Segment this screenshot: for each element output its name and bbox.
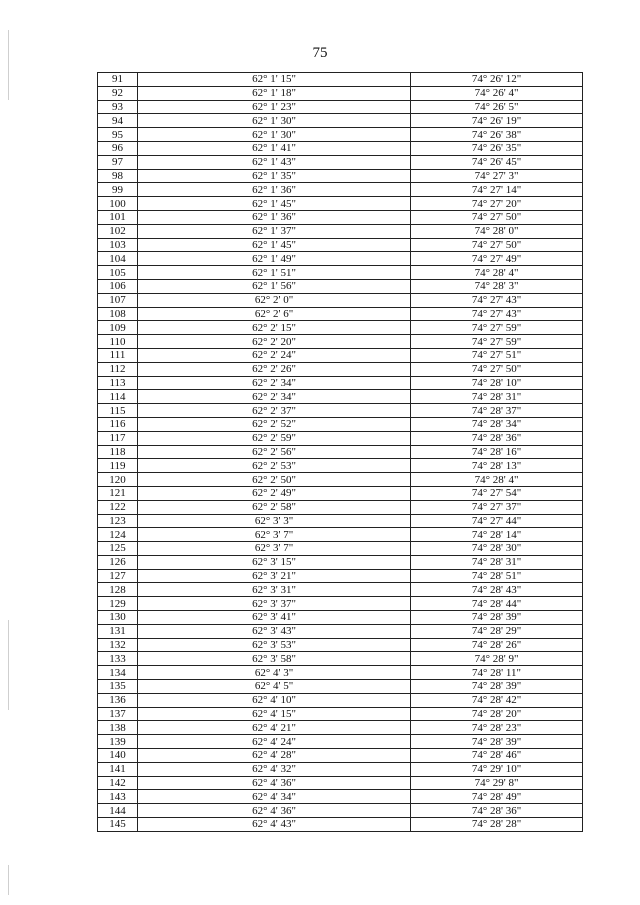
point-number-cell: 104 — [98, 252, 138, 266]
point-number-cell: 133 — [98, 652, 138, 666]
latitude-cell: 62° 2' 52" — [138, 417, 411, 431]
point-number-cell: 113 — [98, 376, 138, 390]
latitude-cell: 62° 4' 3" — [138, 666, 411, 680]
latitude-cell: 62° 1' 30" — [138, 128, 411, 142]
latitude-cell: 62° 1' 35" — [138, 169, 411, 183]
latitude-cell: 62° 2' 0" — [138, 293, 411, 307]
latitude-cell: 62° 3' 3" — [138, 514, 411, 528]
latitude-cell: 62° 4' 15" — [138, 707, 411, 721]
table-row — [98, 514, 583, 528]
point-number-cell: 116 — [98, 417, 138, 431]
latitude-cell: 62° 2' 6" — [138, 307, 411, 321]
longitude-cell: 74° 28' 31" — [411, 390, 583, 404]
point-number-cell: 93 — [98, 100, 138, 114]
table-row — [98, 335, 583, 349]
table-row — [98, 210, 583, 224]
latitude-cell: 62° 1' 49" — [138, 252, 411, 266]
table-row — [98, 141, 583, 155]
point-number-cell: 123 — [98, 514, 138, 528]
scan-edge-mark — [8, 865, 9, 895]
table-row — [98, 252, 583, 266]
table-row — [98, 611, 583, 625]
table-row — [98, 473, 583, 487]
point-number-cell: 91 — [98, 73, 138, 87]
latitude-cell: 62° 2' 24" — [138, 348, 411, 362]
latitude-cell: 62° 2' 26" — [138, 362, 411, 376]
latitude-cell: 62° 3' 7" — [138, 528, 411, 542]
longitude-cell: 74° 28' 36" — [411, 804, 583, 818]
latitude-cell: 62° 2' 49" — [138, 486, 411, 500]
longitude-cell: 74° 28' 51" — [411, 569, 583, 583]
point-number-cell: 118 — [98, 445, 138, 459]
point-number-cell: 107 — [98, 293, 138, 307]
longitude-cell: 74° 28' 29" — [411, 624, 583, 638]
longitude-cell: 74° 28' 14" — [411, 528, 583, 542]
latitude-cell: 62° 1' 37" — [138, 224, 411, 238]
longitude-cell: 74° 28' 28" — [411, 818, 583, 832]
point-number-cell: 111 — [98, 348, 138, 362]
latitude-cell: 62° 2' 15" — [138, 321, 411, 335]
point-number-cell: 125 — [98, 542, 138, 556]
longitude-cell: 74° 27' 59" — [411, 321, 583, 335]
table-row — [98, 486, 583, 500]
longitude-cell: 74° 27' 14" — [411, 183, 583, 197]
point-number-cell: 97 — [98, 155, 138, 169]
table-row — [98, 224, 583, 238]
longitude-cell: 74° 29' 10" — [411, 762, 583, 776]
table-row — [98, 804, 583, 818]
latitude-cell: 62° 4' 36" — [138, 776, 411, 790]
point-number-cell: 102 — [98, 224, 138, 238]
longitude-cell: 74° 28' 42" — [411, 693, 583, 707]
latitude-cell: 62° 1' 43" — [138, 155, 411, 169]
table-row — [98, 624, 583, 638]
latitude-cell: 62° 1' 45" — [138, 197, 411, 211]
table-row — [98, 155, 583, 169]
table-row — [98, 693, 583, 707]
longitude-cell: 74° 27' 20" — [411, 197, 583, 211]
longitude-cell: 74° 28' 4" — [411, 473, 583, 487]
latitude-cell: 62° 3' 7" — [138, 542, 411, 556]
table-row — [98, 169, 583, 183]
point-number-cell: 130 — [98, 611, 138, 625]
longitude-cell: 74° 27' 50" — [411, 238, 583, 252]
latitude-cell: 62° 3' 31" — [138, 583, 411, 597]
longitude-cell: 74° 26' 35" — [411, 141, 583, 155]
longitude-cell: 74° 28' 3" — [411, 279, 583, 293]
point-number-cell: 126 — [98, 555, 138, 569]
point-number-cell: 140 — [98, 749, 138, 763]
latitude-cell: 62° 4' 21" — [138, 721, 411, 735]
longitude-cell: 74° 29' 8" — [411, 776, 583, 790]
table-row — [98, 183, 583, 197]
table-row — [98, 762, 583, 776]
latitude-cell: 62° 2' 37" — [138, 404, 411, 418]
longitude-cell: 74° 26' 45" — [411, 155, 583, 169]
point-number-cell: 127 — [98, 569, 138, 583]
latitude-cell: 62° 4' 5" — [138, 680, 411, 694]
latitude-cell: 62° 1' 51" — [138, 266, 411, 280]
scan-edge-mark — [8, 30, 9, 100]
latitude-cell: 62° 2' 59" — [138, 431, 411, 445]
table-row — [98, 735, 583, 749]
latitude-cell: 62° 3' 58" — [138, 652, 411, 666]
scan-edge-mark — [8, 620, 9, 710]
point-number-cell: 117 — [98, 431, 138, 445]
latitude-cell: 62° 1' 23" — [138, 100, 411, 114]
latitude-cell: 62° 1' 15" — [138, 73, 411, 87]
longitude-cell: 74° 28' 36" — [411, 431, 583, 445]
table-row — [98, 500, 583, 514]
latitude-cell: 62° 1' 56" — [138, 279, 411, 293]
point-number-cell: 103 — [98, 238, 138, 252]
table-row — [98, 390, 583, 404]
point-number-cell: 145 — [98, 818, 138, 832]
table-row — [98, 542, 583, 556]
point-number-cell: 105 — [98, 266, 138, 280]
point-number-cell: 138 — [98, 721, 138, 735]
latitude-cell: 62° 4' 34" — [138, 790, 411, 804]
latitude-cell: 62° 3' 41" — [138, 611, 411, 625]
table-row — [98, 721, 583, 735]
table-row — [98, 376, 583, 390]
point-number-cell: 92 — [98, 86, 138, 100]
table-row — [98, 555, 583, 569]
longitude-cell: 74° 28' 16" — [411, 445, 583, 459]
latitude-cell: 62° 3' 43" — [138, 624, 411, 638]
longitude-cell: 74° 27' 37" — [411, 500, 583, 514]
latitude-cell: 62° 1' 30" — [138, 114, 411, 128]
point-number-cell: 100 — [98, 197, 138, 211]
table-row — [98, 790, 583, 804]
coordinates-table-body — [98, 73, 583, 832]
latitude-cell: 62° 2' 56" — [138, 445, 411, 459]
latitude-cell: 62° 3' 37" — [138, 597, 411, 611]
latitude-cell: 62° 2' 34" — [138, 376, 411, 390]
longitude-cell: 74° 28' 0" — [411, 224, 583, 238]
latitude-cell: 62° 4' 10" — [138, 693, 411, 707]
point-number-cell: 121 — [98, 486, 138, 500]
latitude-cell: 62° 1' 18" — [138, 86, 411, 100]
table-row — [98, 749, 583, 763]
table-row — [98, 417, 583, 431]
point-number-cell: 109 — [98, 321, 138, 335]
table-row — [98, 321, 583, 335]
table-row — [98, 307, 583, 321]
longitude-cell: 74° 28' 34" — [411, 417, 583, 431]
point-number-cell: 132 — [98, 638, 138, 652]
longitude-cell: 74° 26' 38" — [411, 128, 583, 142]
latitude-cell: 62° 1' 36" — [138, 183, 411, 197]
table-row — [98, 776, 583, 790]
longitude-cell: 74° 26' 4" — [411, 86, 583, 100]
point-number-cell: 131 — [98, 624, 138, 638]
longitude-cell: 74° 27' 50" — [411, 210, 583, 224]
latitude-cell: 62° 3' 53" — [138, 638, 411, 652]
point-number-cell: 142 — [98, 776, 138, 790]
latitude-cell: 62° 4' 32" — [138, 762, 411, 776]
point-number-cell: 144 — [98, 804, 138, 818]
longitude-cell: 74° 27' 44" — [411, 514, 583, 528]
coordinates-table — [97, 72, 583, 832]
longitude-cell: 74° 27' 54" — [411, 486, 583, 500]
table-row — [98, 404, 583, 418]
latitude-cell: 62° 2' 53" — [138, 459, 411, 473]
table-row — [98, 597, 583, 611]
table-row — [98, 707, 583, 721]
longitude-cell: 74° 27' 51" — [411, 348, 583, 362]
point-number-cell: 119 — [98, 459, 138, 473]
latitude-cell: 62° 2' 50" — [138, 473, 411, 487]
longitude-cell: 74° 28' 13" — [411, 459, 583, 473]
longitude-cell: 74° 27' 43" — [411, 307, 583, 321]
latitude-cell: 62° 4' 28" — [138, 749, 411, 763]
point-number-cell: 137 — [98, 707, 138, 721]
point-number-cell: 115 — [98, 404, 138, 418]
point-number-cell: 143 — [98, 790, 138, 804]
longitude-cell: 74° 27' 50" — [411, 362, 583, 376]
table-row — [98, 100, 583, 114]
latitude-cell: 62° 4' 36" — [138, 804, 411, 818]
point-number-cell: 108 — [98, 307, 138, 321]
latitude-cell: 62° 1' 45" — [138, 238, 411, 252]
longitude-cell: 74° 28' 20" — [411, 707, 583, 721]
table-row — [98, 293, 583, 307]
table-row — [98, 818, 583, 832]
latitude-cell: 62° 2' 34" — [138, 390, 411, 404]
longitude-cell: 74° 28' 9" — [411, 652, 583, 666]
point-number-cell: 99 — [98, 183, 138, 197]
point-number-cell: 106 — [98, 279, 138, 293]
table-row — [98, 73, 583, 87]
latitude-cell: 62° 4' 43" — [138, 818, 411, 832]
longitude-cell: 74° 26' 5" — [411, 100, 583, 114]
longitude-cell: 74° 28' 39" — [411, 680, 583, 694]
longitude-cell: 74° 26' 12" — [411, 73, 583, 87]
table-row — [98, 431, 583, 445]
point-number-cell: 120 — [98, 473, 138, 487]
latitude-cell: 62° 3' 15" — [138, 555, 411, 569]
longitude-cell: 74° 28' 30" — [411, 542, 583, 556]
longitude-cell: 74° 28' 23" — [411, 721, 583, 735]
table-row — [98, 445, 583, 459]
longitude-cell: 74° 28' 39" — [411, 611, 583, 625]
point-number-cell: 110 — [98, 335, 138, 349]
point-number-cell: 101 — [98, 210, 138, 224]
table-row — [98, 583, 583, 597]
longitude-cell: 74° 27' 59" — [411, 335, 583, 349]
table-row — [98, 279, 583, 293]
table-row — [98, 197, 583, 211]
point-number-cell: 122 — [98, 500, 138, 514]
table-row — [98, 348, 583, 362]
table-row — [98, 238, 583, 252]
point-number-cell: 128 — [98, 583, 138, 597]
longitude-cell: 74° 28' 4" — [411, 266, 583, 280]
longitude-cell: 74° 27' 3" — [411, 169, 583, 183]
longitude-cell: 74° 28' 37" — [411, 404, 583, 418]
longitude-cell: 74° 28' 44" — [411, 597, 583, 611]
longitude-cell: 74° 28' 39" — [411, 735, 583, 749]
point-number-cell: 129 — [98, 597, 138, 611]
point-number-cell: 94 — [98, 114, 138, 128]
longitude-cell: 74° 28' 11" — [411, 666, 583, 680]
longitude-cell: 74° 28' 31" — [411, 555, 583, 569]
point-number-cell: 95 — [98, 128, 138, 142]
longitude-cell: 74° 28' 49" — [411, 790, 583, 804]
latitude-cell: 62° 3' 21" — [138, 569, 411, 583]
latitude-cell: 62° 1' 36" — [138, 210, 411, 224]
longitude-cell: 74° 27' 43" — [411, 293, 583, 307]
table-row — [98, 638, 583, 652]
table-row — [98, 86, 583, 100]
longitude-cell: 74° 27' 49" — [411, 252, 583, 266]
table-row — [98, 666, 583, 680]
point-number-cell: 134 — [98, 666, 138, 680]
point-number-cell: 98 — [98, 169, 138, 183]
table-row — [98, 569, 583, 583]
table-row — [98, 652, 583, 666]
point-number-cell: 141 — [98, 762, 138, 776]
point-number-cell: 96 — [98, 141, 138, 155]
longitude-cell: 74° 28' 26" — [411, 638, 583, 652]
point-number-cell: 139 — [98, 735, 138, 749]
point-number-cell: 112 — [98, 362, 138, 376]
longitude-cell: 74° 28' 46" — [411, 749, 583, 763]
latitude-cell: 62° 4' 24" — [138, 735, 411, 749]
table-row — [98, 362, 583, 376]
longitude-cell: 74° 28' 43" — [411, 583, 583, 597]
table-row — [98, 114, 583, 128]
latitude-cell: 62° 2' 58" — [138, 500, 411, 514]
table-row — [98, 459, 583, 473]
point-number-cell: 136 — [98, 693, 138, 707]
table-row — [98, 528, 583, 542]
point-number-cell: 114 — [98, 390, 138, 404]
point-number-cell: 135 — [98, 680, 138, 694]
table-row — [98, 266, 583, 280]
latitude-cell: 62° 1' 41" — [138, 141, 411, 155]
table-row — [98, 128, 583, 142]
longitude-cell: 74° 28' 10" — [411, 376, 583, 390]
point-number-cell: 124 — [98, 528, 138, 542]
longitude-cell: 74° 26' 19" — [411, 114, 583, 128]
page-number: 75 — [312, 45, 328, 61]
table-row — [98, 680, 583, 694]
latitude-cell: 62° 2' 20" — [138, 335, 411, 349]
